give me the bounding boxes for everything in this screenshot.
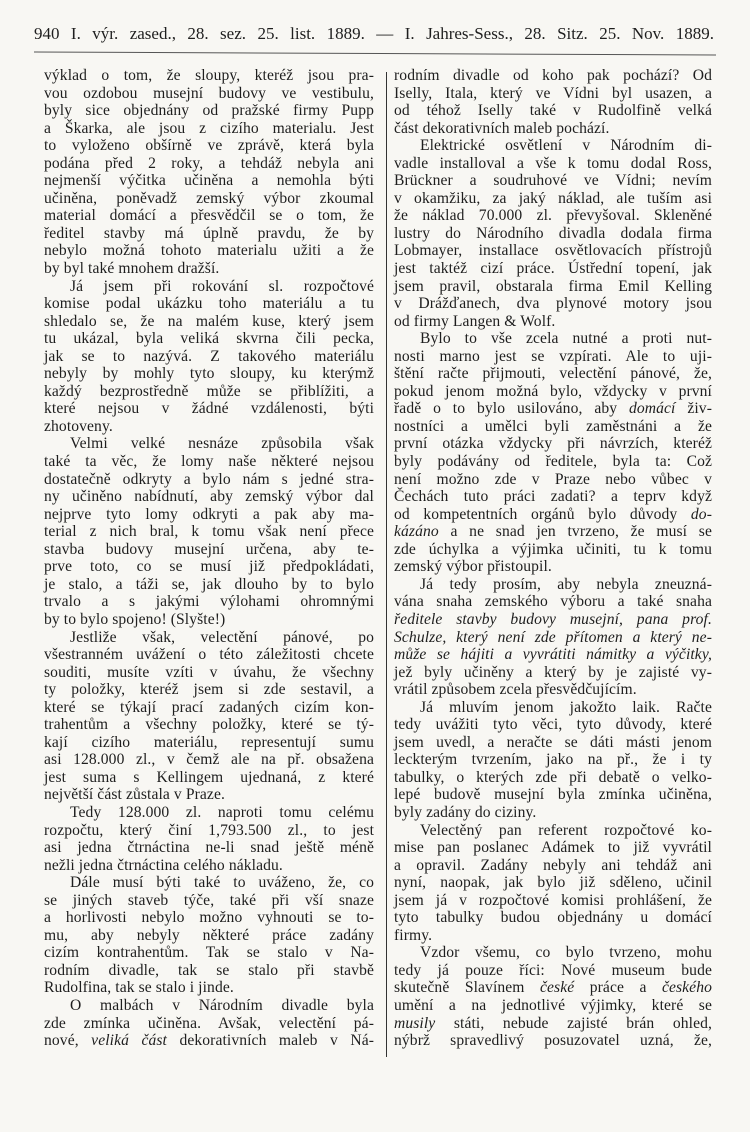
text-line: [394, 418, 712, 436]
text: tedy já pouze říci: Nové museum bude: [394, 961, 712, 979]
text-line: [394, 611, 712, 629]
text-line: [394, 699, 712, 717]
text: Jestliže však, velectění pánové, po: [70, 628, 374, 646]
header-rule: [34, 52, 716, 56]
text-line: [44, 313, 374, 331]
text: a opravil. Zadány nebyly ani tehdáž ani: [394, 856, 712, 874]
text-line: [44, 85, 374, 103]
text-line: [394, 330, 712, 348]
text-line: [394, 523, 712, 541]
text-line: [44, 646, 374, 664]
text-line: [44, 523, 374, 541]
text: výklad o tom, že sloupy, kteréž jsou pra-: [44, 67, 374, 84]
text: Čechách tuto práci zadati? a teprv když: [394, 488, 712, 506]
text: byly sice objednány od pražské firmy Pupp: [44, 102, 374, 120]
text: největší část zůstala v Praze.: [44, 786, 225, 804]
text: mu, aby nebyly některé práce zadány: [44, 926, 374, 944]
text-line: [394, 1015, 712, 1033]
text-line: [44, 67, 374, 85]
text: jsem uvedl, a neračte se dáti másti jenom: [394, 733, 712, 751]
text: učiněna, poněvadž zemský výbor zkoumal: [44, 189, 374, 207]
text: také ta věc, že lomy naše některé nejsou: [44, 453, 374, 471]
text-line: [44, 716, 374, 734]
text-line: [44, 435, 374, 453]
text: část dekorativních maleb pochází.: [394, 119, 610, 137]
text-line: [394, 488, 712, 506]
text-line: [44, 822, 374, 840]
text-line: [394, 892, 712, 910]
text: skutečně Slavínem: [394, 979, 540, 997]
text: a ne snad jen tvrzeno, že musí se: [438, 523, 712, 541]
text: trvalo a s jakými výlohami ohromnými: [44, 593, 374, 611]
text: zde úchylka a výjimka učiniti, tu k tomu: [394, 540, 712, 558]
text-line: [394, 664, 712, 682]
text-line: [44, 225, 374, 243]
text: od firmy Langen & Wolf.: [394, 312, 556, 330]
text-line: [44, 927, 374, 945]
text: ředitel stavby má úplně pravdu, že by: [44, 224, 374, 242]
text: nyní, naopak, jak bylo již sděleno, učinil: [394, 874, 712, 892]
text-line: [44, 611, 374, 629]
text: nosti marno jest se vzpírati. Ale to uji-: [394, 347, 712, 365]
text-line: [44, 260, 374, 278]
text: byly zadány do ciziny.: [394, 803, 537, 821]
text: v okamžiku, za jaký náklad, ale tuším asi: [394, 189, 712, 207]
text: od téhož Iselly také v Rudolfině velká: [394, 102, 712, 120]
text-line: [44, 348, 374, 366]
text: nové,: [44, 1032, 92, 1050]
text-line: [44, 330, 374, 348]
text-line: [44, 874, 374, 892]
text-line: [394, 471, 712, 489]
right-column: [394, 67, 712, 1050]
text: ny učiněno nabídnutí, aby zemský výbor dal: [44, 488, 374, 506]
italic-text: ředitele stavby budovy musejní, pana prof.: [394, 610, 712, 628]
text: jak se to nazývá. Z takového materiálu: [44, 347, 374, 365]
text: tabulky, o kterých zde při debatě o velko-: [394, 768, 712, 786]
text-line: [44, 400, 374, 418]
text-line: [44, 278, 374, 296]
text: vána snaha zemského výboru a také snaha: [394, 593, 712, 611]
text: rozpočtu, který činí 1,793.500 zl., to jest: [44, 821, 374, 839]
text-line: [44, 207, 374, 225]
text: nebylo možná tohoto materialu užiti a že: [44, 242, 374, 260]
text-line: [394, 225, 712, 243]
text-line: [44, 751, 374, 769]
text: umění a na jednotlivé výjimky, které se: [394, 996, 712, 1014]
text: štění račte přijmouti, velectění pánové, že,: [394, 365, 712, 383]
text: že náklad 70.000 zl. převyšoval. Skleněné: [394, 207, 712, 225]
text: jsem pravil, obstarala firma Emil Kelling: [394, 277, 712, 295]
running-header: 940 I. výr. zased., 28. sez. 25. list. 1889. — I. Jahres-Sess., 28. Sitz. 25. Nov. 1889.: [34, 24, 714, 43]
text-line: [394, 120, 712, 138]
text-line: [44, 699, 374, 717]
text-line: [394, 383, 712, 401]
text-line: [394, 242, 712, 260]
italic-text: Schulze, který není zde přítomen a který ne-: [394, 628, 712, 646]
text-line: [44, 120, 374, 138]
text: byly podávány od ředitele, byla ta: Což: [394, 453, 712, 471]
text-line: [394, 576, 712, 594]
text-line: [44, 471, 374, 489]
left-column: [44, 67, 374, 1050]
text-line: [394, 295, 712, 313]
text: by to bylo spojeno! (Slyšte!): [44, 610, 226, 628]
text-line: [394, 1032, 712, 1050]
text-line: [394, 944, 712, 962]
text: komise podal ukázku toho materiálu a tu: [44, 295, 374, 313]
text-line: [44, 172, 374, 190]
text-line: [394, 541, 712, 559]
italic-text: musily: [394, 1014, 436, 1032]
text: jest suma s Kellingem ujednaná, z které: [44, 768, 374, 786]
text: kají cizího materiálu, representují sumu: [44, 733, 374, 751]
italic-text: do-: [690, 505, 712, 523]
text-line: [394, 260, 712, 278]
text: vou ozdobou musejní budovy ve vestibulu,: [44, 84, 374, 102]
text: Já jsem při rokování sl. rozpočtové: [70, 277, 374, 295]
text-line: [394, 822, 712, 840]
text-line: [394, 400, 712, 418]
text-line: [394, 207, 712, 225]
text: mise pan poslanec Adámek to již vyvrátil: [394, 839, 712, 857]
text-line: [44, 1015, 374, 1033]
text: živ-: [675, 400, 712, 418]
text-line: [394, 927, 712, 945]
text-line: [44, 997, 374, 1015]
text-line: [44, 418, 374, 436]
text-line: [394, 348, 712, 366]
text: dostatečně odkryty a bylo nám s jedné stra-: [44, 470, 374, 488]
text-line: [44, 734, 374, 752]
italic-text: domácí: [628, 400, 676, 418]
text: lustry do Národního divadla dodala firma: [394, 224, 712, 242]
text: se jiných staveb týče, také při vší snaze: [44, 891, 374, 909]
text-line: [394, 85, 712, 103]
text-line: [394, 137, 712, 155]
text-line: [44, 242, 374, 260]
text: Dále musí býti také to uváženo, že, co: [70, 874, 374, 892]
text-line: [44, 664, 374, 682]
text-line: [44, 804, 374, 822]
text: prve toto, co se musí již předpokládati,: [44, 558, 374, 576]
text-line: [44, 1032, 374, 1050]
text-line: [44, 453, 374, 471]
text: by byl také mnohem dražší.: [44, 260, 220, 278]
text-line: [44, 558, 374, 576]
text: které nejsou v žádné vzdálenosti, býti: [44, 400, 374, 418]
text: nostníci a umělci byli zaměstnáni a že: [394, 417, 712, 435]
text-line: [394, 172, 712, 190]
text: Iselly, Itala, který ve Vídni byl usazen, a: [394, 84, 712, 102]
text-line: [394, 506, 712, 524]
text: které se týkají prací zadaných cizím kon-: [44, 698, 374, 716]
text-line: [44, 944, 374, 962]
text-line: [394, 769, 712, 787]
text-line: [394, 716, 712, 734]
text: v Drážďanech, dva plynové motory jsou: [394, 295, 712, 313]
text: rodním divadle, tak se stalo při stavbě: [44, 961, 374, 979]
text-line: [44, 541, 374, 559]
text-line: [394, 909, 712, 927]
text-line: [44, 137, 374, 155]
text: není možno zde v Praze nebo vůbec v: [394, 470, 712, 488]
text: asi jedna čtrnáctina ne-li snad ještě méně: [44, 839, 374, 857]
text: Velectěný pan referent rozpočtové ko-: [420, 821, 712, 839]
text: trahentům a všechny položky, které se tý-: [44, 716, 374, 734]
text: a horlivosti nebylo možno vyhnouti se to-: [44, 909, 374, 927]
text: je stalo, a táži se, jak dlouho by to bylo: [44, 575, 374, 593]
text: řadě o to bylo usilováno, aby: [394, 400, 629, 418]
italic-text: veliká část: [91, 1032, 167, 1050]
text-line: [44, 576, 374, 594]
text: nejmenší výčitka učiněna a nemohla býti: [44, 172, 374, 190]
text: ty položky, kteréž jsem si zde sestavil, a: [44, 681, 374, 699]
text: stavba budovy musejní určena, aby te-: [44, 540, 374, 558]
text-line: [394, 681, 712, 699]
text: nežli jedna čtrnáctina celého nákladu.: [44, 856, 283, 874]
text-line: [394, 67, 712, 85]
text: Velmi velké nesnáze způsobila však: [70, 435, 374, 453]
text-line: [394, 874, 712, 892]
text-line: [394, 558, 712, 576]
text-line: [394, 962, 712, 980]
text-line: [44, 295, 374, 313]
text: Bylo to vše zcela nutné a proti nut-: [420, 330, 712, 348]
text: Já mluvím jenom jakožto laik. Račte: [420, 698, 712, 716]
text: Lobmayer, installace osvětlovacích přístrojů: [394, 242, 712, 260]
text-line: [44, 102, 374, 120]
text: rodním divadle od koho pak pochází? Od: [394, 67, 712, 84]
text: tyto tabulky budou objednány u domácí: [394, 909, 712, 927]
italic-text: českého: [661, 979, 712, 997]
text: firmy.: [394, 926, 433, 944]
text-line: [44, 839, 374, 857]
text: zhotoveny.: [44, 417, 113, 435]
text-line: [44, 190, 374, 208]
text: jsem já v rozpočtové komisi prohlášení, že: [394, 891, 712, 909]
text: od kompetentních orgánů bylo důvody: [394, 505, 691, 523]
text: nebyly by mohly tyto sloupy, ku kterýmž: [44, 365, 374, 383]
text-line: [44, 909, 374, 927]
text-line: [394, 751, 712, 769]
text: první otázka vždycky při návrzích, kteréž: [394, 435, 712, 453]
text: terial z nich bral, k tomu však není přece: [44, 523, 374, 541]
text: práce a: [574, 979, 662, 997]
text: jež byly učiněny a který by je zajisté vy-: [394, 663, 712, 681]
text-line: [44, 593, 374, 611]
text-line: [394, 593, 712, 611]
text-line: [394, 102, 712, 120]
text-line: [44, 786, 374, 804]
text-line: [44, 488, 374, 506]
text-line: [44, 857, 374, 875]
text: lepé budově musejní byla zmínka učiněna,: [394, 786, 712, 804]
text-line: [394, 646, 712, 664]
text: pokud jenom možná bylo, vždycky v první: [394, 382, 712, 400]
text: dekorativních maleb v Ná-: [166, 1032, 375, 1050]
text-line: [394, 453, 712, 471]
text: tu ukázal, byla veliká skvrna čili pecka,: [44, 330, 374, 348]
text: vrátil způsobem zcela přesvědčujícím.: [394, 681, 637, 699]
text-line: [44, 892, 374, 910]
text: shledalo se, že na malém kuse, který jsem: [44, 312, 374, 330]
text: Já tedy prosím, aby nebyla zneuzná-: [420, 575, 712, 593]
text: tedy uvážiti tyto věci, tyto důvody, které: [394, 716, 712, 734]
text-line: [44, 681, 374, 699]
text-line: [394, 155, 712, 173]
text-line: [394, 979, 712, 997]
text: státi, nebude zajisté brán ohled,: [435, 1014, 712, 1032]
text: jest taktéž cizí práce. Ústřední topení, jak: [394, 260, 712, 278]
text-line: [394, 190, 712, 208]
text: material domácí a přesvědčil se o tom, že: [44, 207, 374, 225]
text-line: [44, 629, 374, 647]
text: leckterým tvrzením, jako na př., že i ty: [394, 751, 712, 769]
text: Vzdor všemu, co bylo tvrzeno, mohu: [420, 944, 712, 962]
text-line: [44, 962, 374, 980]
text-line: [394, 786, 712, 804]
text: všestranném uvážení o této záležitosti chcete: [44, 646, 374, 664]
text: podána před 2 roky, a tehdáž nebyla ani: [44, 154, 374, 172]
text-line: [44, 365, 374, 383]
text: Rudolfina, tak se stalo i jinde.: [44, 979, 234, 997]
text-line: [394, 629, 712, 647]
text-line: [394, 804, 712, 822]
text-line: [44, 506, 374, 524]
text-line: [44, 383, 374, 401]
text-line: [44, 155, 374, 173]
text: Elektrické osvětlení v Národním di-: [420, 137, 712, 155]
column-divider: [386, 72, 387, 1057]
text: zemský výbor přistoupil.: [394, 558, 552, 576]
text: Brückner a soudruhové ve Vídni; nevím: [394, 172, 712, 190]
text: nejprve tyto lomy odkryti a pak aby ma-: [44, 505, 374, 523]
text: každý bezprostředně může se přiblížiti, a: [44, 382, 374, 400]
text-line: [394, 365, 712, 383]
italic-text: kázáno: [394, 523, 439, 541]
text: a Škarka, ale jsou z cizího materialu. Jest: [44, 119, 374, 137]
text: Tedy 128.000 zl. naproti tomu celému: [70, 803, 374, 821]
text-line: [44, 769, 374, 787]
text-line: [44, 979, 374, 997]
text: zde zmínka učiněna. Avšak, velectění pá-: [44, 1014, 374, 1032]
text: cizím kontrahentům. Tak se stalo v Na-: [44, 944, 374, 962]
text-line: [394, 997, 712, 1015]
text: asi 128.000 zl., v čemž ale na př. obsažena: [44, 751, 374, 769]
text-line: [394, 313, 712, 331]
text-line: [394, 278, 712, 296]
text-line: [394, 839, 712, 857]
italic-text: české: [540, 979, 575, 997]
text: vadle installoval a vše k tomu dodal Ross,: [394, 154, 712, 172]
text: to vyloženo obšírně ve zprávě, která byla: [44, 137, 374, 155]
italic-text: může se hájiti a vyvrátiti námitky a výčitky,: [394, 646, 712, 664]
text: souditi, musíte vzíti v úvahu, že všechny: [44, 663, 374, 681]
text-line: [394, 435, 712, 453]
text-line: [394, 734, 712, 752]
text-line: [394, 857, 712, 875]
text: nýbrž spravedlivý posuzovatel uzná, že,: [394, 1032, 712, 1050]
text: O malbách v Národním divadle byla: [70, 996, 374, 1014]
